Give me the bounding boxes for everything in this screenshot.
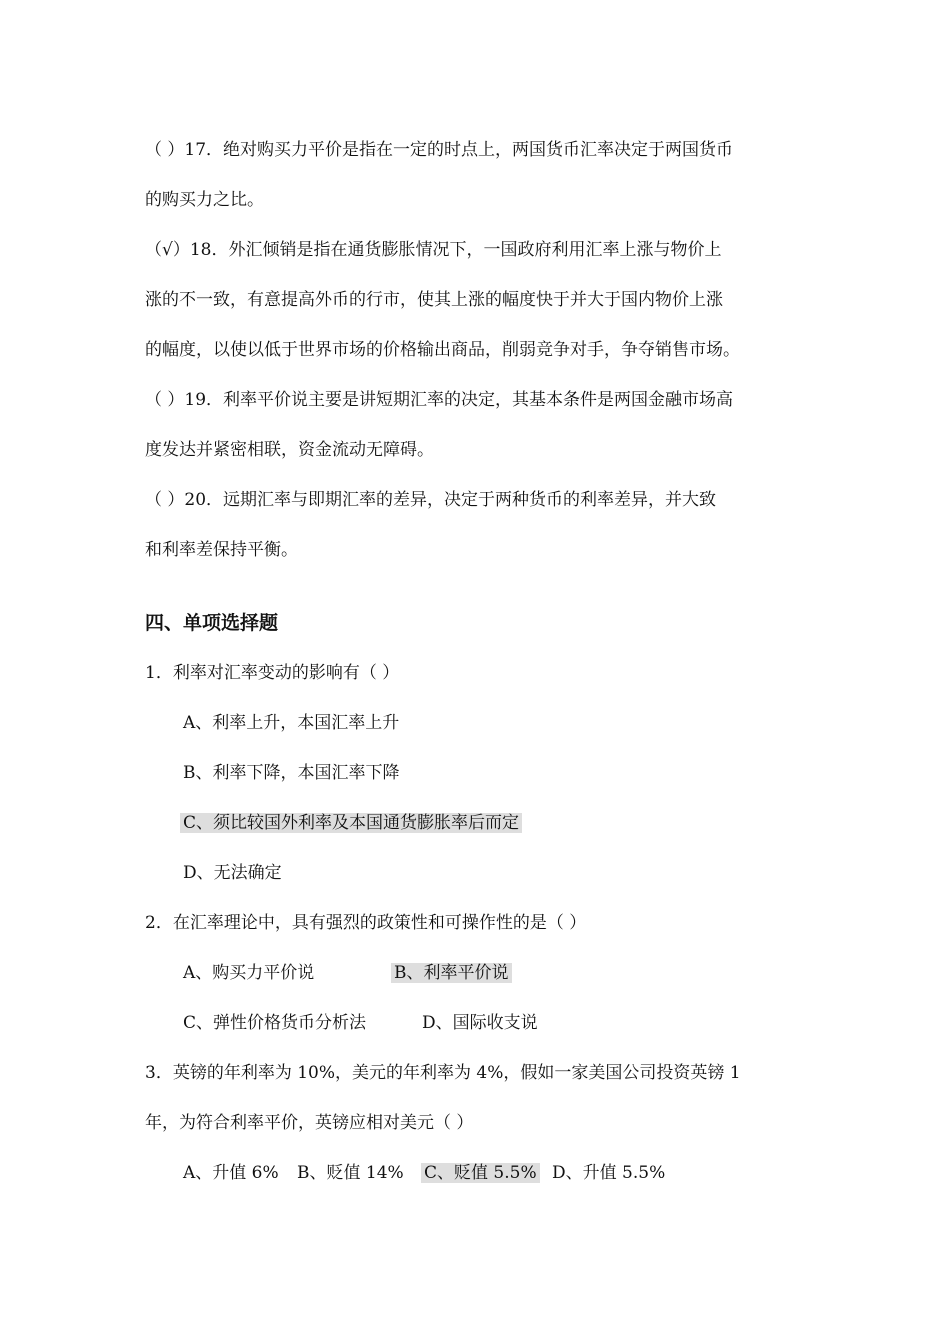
tf-text: 20．远期汇率与即期汇率的差异，决定于两种货币的利率差异，并大致 <box>184 490 717 510</box>
tf-20-line1 <box>145 486 716 514</box>
question-stem: 1．利率对汇率变动的影响有（ ） <box>145 663 400 683</box>
option-c: C、弹性价格货币分析法 <box>183 1013 367 1033</box>
answer-mark: （ ） <box>145 390 185 410</box>
answer-highlight: B、利率平价说 <box>391 963 512 983</box>
tf-19-line1 <box>145 386 733 414</box>
tf-17-line1 <box>145 136 733 164</box>
tf-text: 18．外汇倾销是指在通货膨胀情况下，一国政府利用汇率上涨与物价上 <box>189 240 722 260</box>
option-c-highlighted <box>424 1159 540 1187</box>
tf-19-line2: 度发达并紧密相联，资金流动无障碍。 <box>145 440 434 460</box>
option-b: B、贬值 14% <box>297 1163 404 1183</box>
answer-mark: （ ） <box>145 490 185 510</box>
question-stem-line2: 年，为符合利率平价，英镑应相对美元（ ） <box>145 1113 474 1133</box>
option-d: D、无法确定 <box>183 863 282 883</box>
answer-highlight: C、须比较国外利率及本国通货膨胀率后而定 <box>180 813 522 833</box>
question-stem: 2．在汇率理论中，具有强烈的政策性和可操作性的是（ ） <box>145 913 587 933</box>
answer-highlight: C、贬值 5.5% <box>421 1163 540 1183</box>
answer-mark: （ ） <box>145 140 185 160</box>
option-a: A、利率上升，本国汇率上升 <box>183 713 400 733</box>
section-heading: 四、单项选择题 <box>145 612 279 634</box>
answer-mark: （√） <box>145 240 190 260</box>
option-b: B、利率下降，本国汇率下降 <box>183 763 400 783</box>
tf-17-line2: 的购买力之比。 <box>145 190 264 210</box>
option-d: D、升值 5.5% <box>552 1163 666 1183</box>
tf-text: 17．绝对购买力平价是指在一定的时点上，两国货币汇率决定于两国货币 <box>184 140 734 160</box>
option-d: D、国际收支说 <box>422 1013 538 1033</box>
tf-text: 19．利率平价说主要是讲短期汇率的决定，其基本条件是两国金融市场高 <box>184 390 734 410</box>
tf-18-line1 <box>145 236 721 264</box>
option-a: A、升值 6% <box>183 1163 279 1183</box>
tf-18-line2: 涨的不一致，有意提高外币的行市，使其上涨的幅度快于并大于国内物价上涨 <box>145 290 723 310</box>
option-c-highlighted <box>183 809 522 837</box>
tf-20-line2: 和利率差保持平衡。 <box>145 540 298 560</box>
option-a: A、购买力平价说 <box>183 963 315 983</box>
question-stem-line1: 3．英镑的年利率为 10%，美元的年利率为 4%，假如一家美国公司投资英镑 1 <box>145 1063 741 1083</box>
tf-18-line3: 的幅度，以使以低于世界市场的价格输出商品，削弱竞争对手，争夺销售市场。 <box>145 340 740 360</box>
option-b-highlighted <box>394 959 512 987</box>
